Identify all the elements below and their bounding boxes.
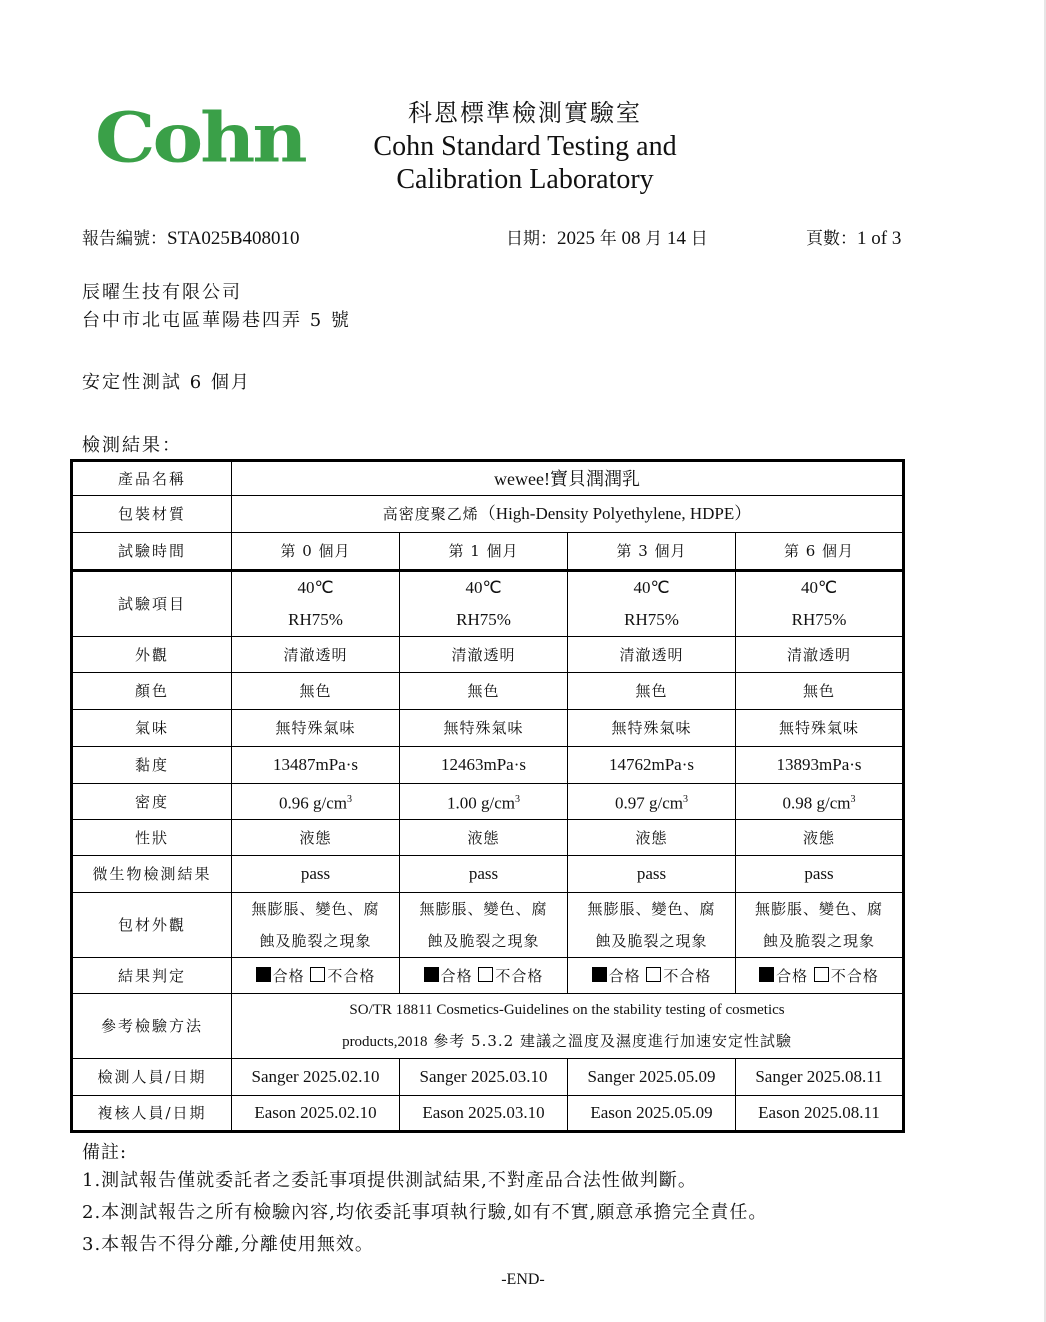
appearance-2: 清澈透明 bbox=[568, 637, 736, 673]
row-package-appearance bbox=[72, 893, 904, 958]
odor-1: 無特殊氣味 bbox=[400, 710, 568, 747]
pass-checkbox-checked bbox=[256, 967, 271, 982]
viscosity-label: 黏度 bbox=[72, 747, 232, 784]
fail-checkbox-unchecked bbox=[478, 967, 493, 982]
odor-0: 無特殊氣味 bbox=[232, 710, 400, 747]
row-state bbox=[72, 820, 904, 856]
notes bbox=[82, 1141, 767, 1261]
period-1: 第 1 個月 bbox=[400, 533, 568, 571]
fail-label: 不合格 bbox=[663, 966, 712, 985]
reference-line2-zh: 參考 5.3.2 建議之溫度及濕度進行加速安定性試驗 bbox=[427, 1031, 792, 1050]
period-3: 第 6 個月 bbox=[736, 533, 904, 571]
fail-checkbox-unchecked bbox=[646, 967, 661, 982]
results-label: 檢測結果： bbox=[82, 435, 182, 456]
tester-3: Sanger 2025.08.11 bbox=[736, 1059, 904, 1096]
client-company: 辰曜生技有限公司 bbox=[82, 282, 242, 303]
row-reviewer bbox=[72, 1096, 904, 1132]
reviewer-0: Eason 2025.02.10 bbox=[232, 1096, 400, 1132]
fail-checkbox-unchecked bbox=[310, 967, 325, 982]
row-color bbox=[72, 673, 904, 710]
condition-1 bbox=[400, 571, 568, 637]
row-verdict bbox=[72, 958, 904, 994]
cohn-logo: Cohn bbox=[95, 97, 305, 178]
reviewer-1: Eason 2025.03.10 bbox=[400, 1096, 568, 1132]
appearance-1: 清澈透明 bbox=[400, 637, 568, 673]
pass-label: 合格 bbox=[608, 966, 641, 985]
note-1: 1.測試報告僅就委託者之委託事項提供測試結果,不對產品合法性做判斷。 bbox=[82, 1170, 697, 1191]
density-1 bbox=[400, 784, 568, 820]
packaging-zh: 高密度聚乙烯 bbox=[382, 505, 479, 523]
density-value-3: 0.98 g/cm bbox=[782, 793, 851, 813]
temp-0: 40℃ bbox=[297, 578, 334, 597]
odor-label: 氣味 bbox=[72, 710, 232, 747]
verdict-2 bbox=[568, 958, 736, 994]
test-title: 安定性測試 6 個月 bbox=[82, 372, 251, 393]
fail-label: 不合格 bbox=[495, 966, 544, 985]
density-2 bbox=[568, 784, 736, 820]
viscosity-3: 13893mPa·s bbox=[736, 747, 904, 784]
appearance-0: 清澈透明 bbox=[232, 637, 400, 673]
package-appearance-3-line1: 無膨脹、變色、腐 bbox=[755, 900, 884, 918]
package-appearance-2-line2: 蝕及脆裂之現象 bbox=[595, 932, 708, 950]
tester-1: Sanger 2025.03.10 bbox=[400, 1059, 568, 1096]
verdict-3 bbox=[736, 958, 904, 994]
reviewer-label: 複核人員/日期 bbox=[72, 1096, 232, 1132]
report-number-value: STA025B408010 bbox=[167, 228, 300, 249]
appearance-3: 清澈透明 bbox=[736, 637, 904, 673]
density-0 bbox=[232, 784, 400, 820]
tester-0: Sanger 2025.02.10 bbox=[232, 1059, 400, 1096]
time-label: 試驗時間 bbox=[72, 533, 232, 571]
period-0: 第 0 個月 bbox=[232, 533, 400, 571]
micro-0: pass bbox=[232, 856, 400, 893]
color-3: 無色 bbox=[736, 673, 904, 710]
notes-title: 備註: bbox=[82, 1142, 128, 1163]
row-tester bbox=[72, 1059, 904, 1096]
page-count-value: 1 of 3 bbox=[857, 228, 902, 249]
state-1: 液態 bbox=[400, 820, 568, 856]
report-number bbox=[82, 224, 300, 250]
temp-2: 40℃ bbox=[633, 578, 670, 597]
date-year-unit: 年 bbox=[599, 229, 617, 249]
packaging-value bbox=[232, 496, 904, 533]
reference-method bbox=[232, 994, 904, 1059]
pass-checkbox-checked bbox=[592, 967, 607, 982]
row-time bbox=[72, 533, 904, 571]
package-appearance-2-line1: 無膨脹、變色、腐 bbox=[587, 900, 716, 918]
page-count bbox=[806, 224, 901, 250]
viscosity-2: 14762mPa·s bbox=[568, 747, 736, 784]
tester-2: Sanger 2025.05.09 bbox=[568, 1059, 736, 1096]
density-3 bbox=[736, 784, 904, 820]
density-label: 密度 bbox=[72, 784, 232, 820]
product-label: 產品名稱 bbox=[72, 461, 232, 496]
reference-line2 bbox=[232, 1026, 902, 1058]
density-value-2: 0.97 g/cm bbox=[615, 793, 683, 813]
end-marker: -END- bbox=[501, 1271, 545, 1288]
note-2: 2.本測試報告之所有檢驗內容,均依委託事項執行驗,如有不實,願意承擔完全責任。 bbox=[82, 1202, 768, 1223]
condition-3 bbox=[736, 571, 904, 637]
reference-line1: SO/TR 18811 Cosmetics-Guidelines on the stability testing of cosmetics bbox=[349, 1001, 785, 1018]
row-viscosity bbox=[72, 747, 904, 784]
color-0: 無色 bbox=[232, 673, 400, 710]
date-month-unit: 月 bbox=[645, 229, 663, 249]
rh-3: RH75% bbox=[791, 610, 847, 629]
odor-3: 無特殊氣味 bbox=[736, 710, 904, 747]
date-day: 14 bbox=[667, 228, 686, 249]
row-reference bbox=[72, 994, 904, 1059]
verdict-1 bbox=[400, 958, 568, 994]
reference-line2-en: products,2018 bbox=[342, 1033, 428, 1050]
lab-name-en-line1: Cohn Standard Testing and bbox=[373, 131, 677, 162]
row-packaging bbox=[72, 496, 904, 533]
item-label: 試驗項目 bbox=[72, 571, 232, 637]
package-appearance-1-line1: 無膨脹、變色、腐 bbox=[419, 900, 548, 918]
verdict-label: 結果判定 bbox=[72, 958, 232, 994]
condition-0 bbox=[232, 571, 400, 637]
packaging-en: （High-Density Polyethylene, HDPE） bbox=[478, 504, 752, 523]
row-micro bbox=[72, 856, 904, 893]
condition-2 bbox=[568, 571, 736, 637]
row-appearance bbox=[72, 637, 904, 673]
date-label: 日期： bbox=[506, 229, 557, 249]
micro-2: pass bbox=[568, 856, 736, 893]
density-unit-exp-3: 3 bbox=[850, 793, 856, 805]
odor-2: 無特殊氣味 bbox=[568, 710, 736, 747]
color-1: 無色 bbox=[400, 673, 568, 710]
row-density bbox=[72, 784, 904, 820]
package-appearance-1 bbox=[400, 893, 568, 958]
viscosity-1: 12463mPa·s bbox=[400, 747, 568, 784]
package-appearance-1-line2: 蝕及脆裂之現象 bbox=[427, 932, 540, 950]
state-3: 液態 bbox=[736, 820, 904, 856]
rh-2: RH75% bbox=[624, 610, 679, 629]
rh-0: RH75% bbox=[288, 610, 343, 629]
verdict-0 bbox=[232, 958, 400, 994]
date-year: 2025 bbox=[557, 228, 595, 249]
note-3: 3.本報告不得分離,分離使用無效。 bbox=[82, 1234, 374, 1255]
pass-label: 合格 bbox=[776, 966, 809, 985]
row-conditions bbox=[72, 571, 904, 637]
state-2: 液態 bbox=[568, 820, 736, 856]
period-2: 第 3 個月 bbox=[568, 533, 736, 571]
client-address: 台中市北屯區華陽巷四弄 5 號 bbox=[82, 310, 351, 331]
product-name: wewee!寶貝潤潤乳 bbox=[232, 461, 904, 496]
package-appearance-label: 包材外觀 bbox=[72, 893, 232, 958]
date-day-unit: 日 bbox=[690, 229, 708, 249]
reviewer-2: Eason 2025.05.09 bbox=[568, 1096, 736, 1132]
pass-label: 合格 bbox=[272, 966, 305, 985]
lab-name-en-line2: Calibration Laboratory bbox=[396, 164, 654, 195]
color-label: 顏色 bbox=[72, 673, 232, 710]
lab-name bbox=[300, 96, 750, 196]
density-unit-exp-2: 3 bbox=[683, 793, 688, 805]
temp-3: 40℃ bbox=[800, 578, 838, 597]
state-label: 性狀 bbox=[72, 820, 232, 856]
results-table bbox=[70, 459, 905, 1133]
lab-name-zh: 科恩標準檢測實驗室 bbox=[408, 99, 642, 127]
row-odor bbox=[72, 710, 904, 747]
report-number-label: 報告編號： bbox=[82, 229, 167, 249]
fail-label: 不合格 bbox=[830, 966, 879, 985]
temp-1: 40℃ bbox=[465, 578, 502, 597]
state-0: 液態 bbox=[232, 820, 400, 856]
fail-label: 不合格 bbox=[327, 966, 376, 985]
package-appearance-2 bbox=[568, 893, 736, 958]
density-value-0: 0.96 g/cm bbox=[279, 793, 347, 813]
pass-label: 合格 bbox=[440, 966, 473, 985]
package-appearance-3-line2: 蝕及脆裂之現象 bbox=[763, 932, 876, 950]
package-appearance-3 bbox=[736, 893, 904, 958]
pass-checkbox-checked bbox=[424, 967, 439, 982]
density-value-1: 1.00 g/cm bbox=[447, 793, 515, 813]
date-month: 08 bbox=[621, 228, 641, 249]
appearance-label: 外觀 bbox=[72, 637, 232, 673]
packaging-label: 包裝材質 bbox=[72, 496, 232, 533]
density-unit-exp-0: 3 bbox=[347, 793, 352, 805]
viscosity-0: 13487mPa·s bbox=[232, 747, 400, 784]
package-appearance-0-line2: 蝕及脆裂之現象 bbox=[259, 932, 372, 950]
reviewer-3: Eason 2025.08.11 bbox=[736, 1096, 904, 1132]
micro-1: pass bbox=[400, 856, 568, 893]
pass-checkbox-checked bbox=[759, 967, 774, 982]
fail-checkbox-unchecked bbox=[814, 967, 829, 982]
rh-1: RH75% bbox=[456, 610, 511, 629]
report-date bbox=[506, 224, 708, 250]
page-count-label: 頁數： bbox=[806, 229, 857, 249]
package-appearance-0-line1: 無膨脹、變色、腐 bbox=[251, 900, 380, 918]
color-2: 無色 bbox=[568, 673, 736, 710]
density-unit-exp-1: 3 bbox=[515, 793, 520, 805]
micro-3: pass bbox=[736, 856, 904, 893]
row-product bbox=[72, 461, 904, 496]
package-appearance-0 bbox=[232, 893, 400, 958]
micro-label: 微生物檢測結果 bbox=[72, 856, 232, 893]
tester-label: 檢測人員/日期 bbox=[72, 1059, 232, 1096]
reference-label: 參考檢驗方法 bbox=[72, 994, 232, 1059]
